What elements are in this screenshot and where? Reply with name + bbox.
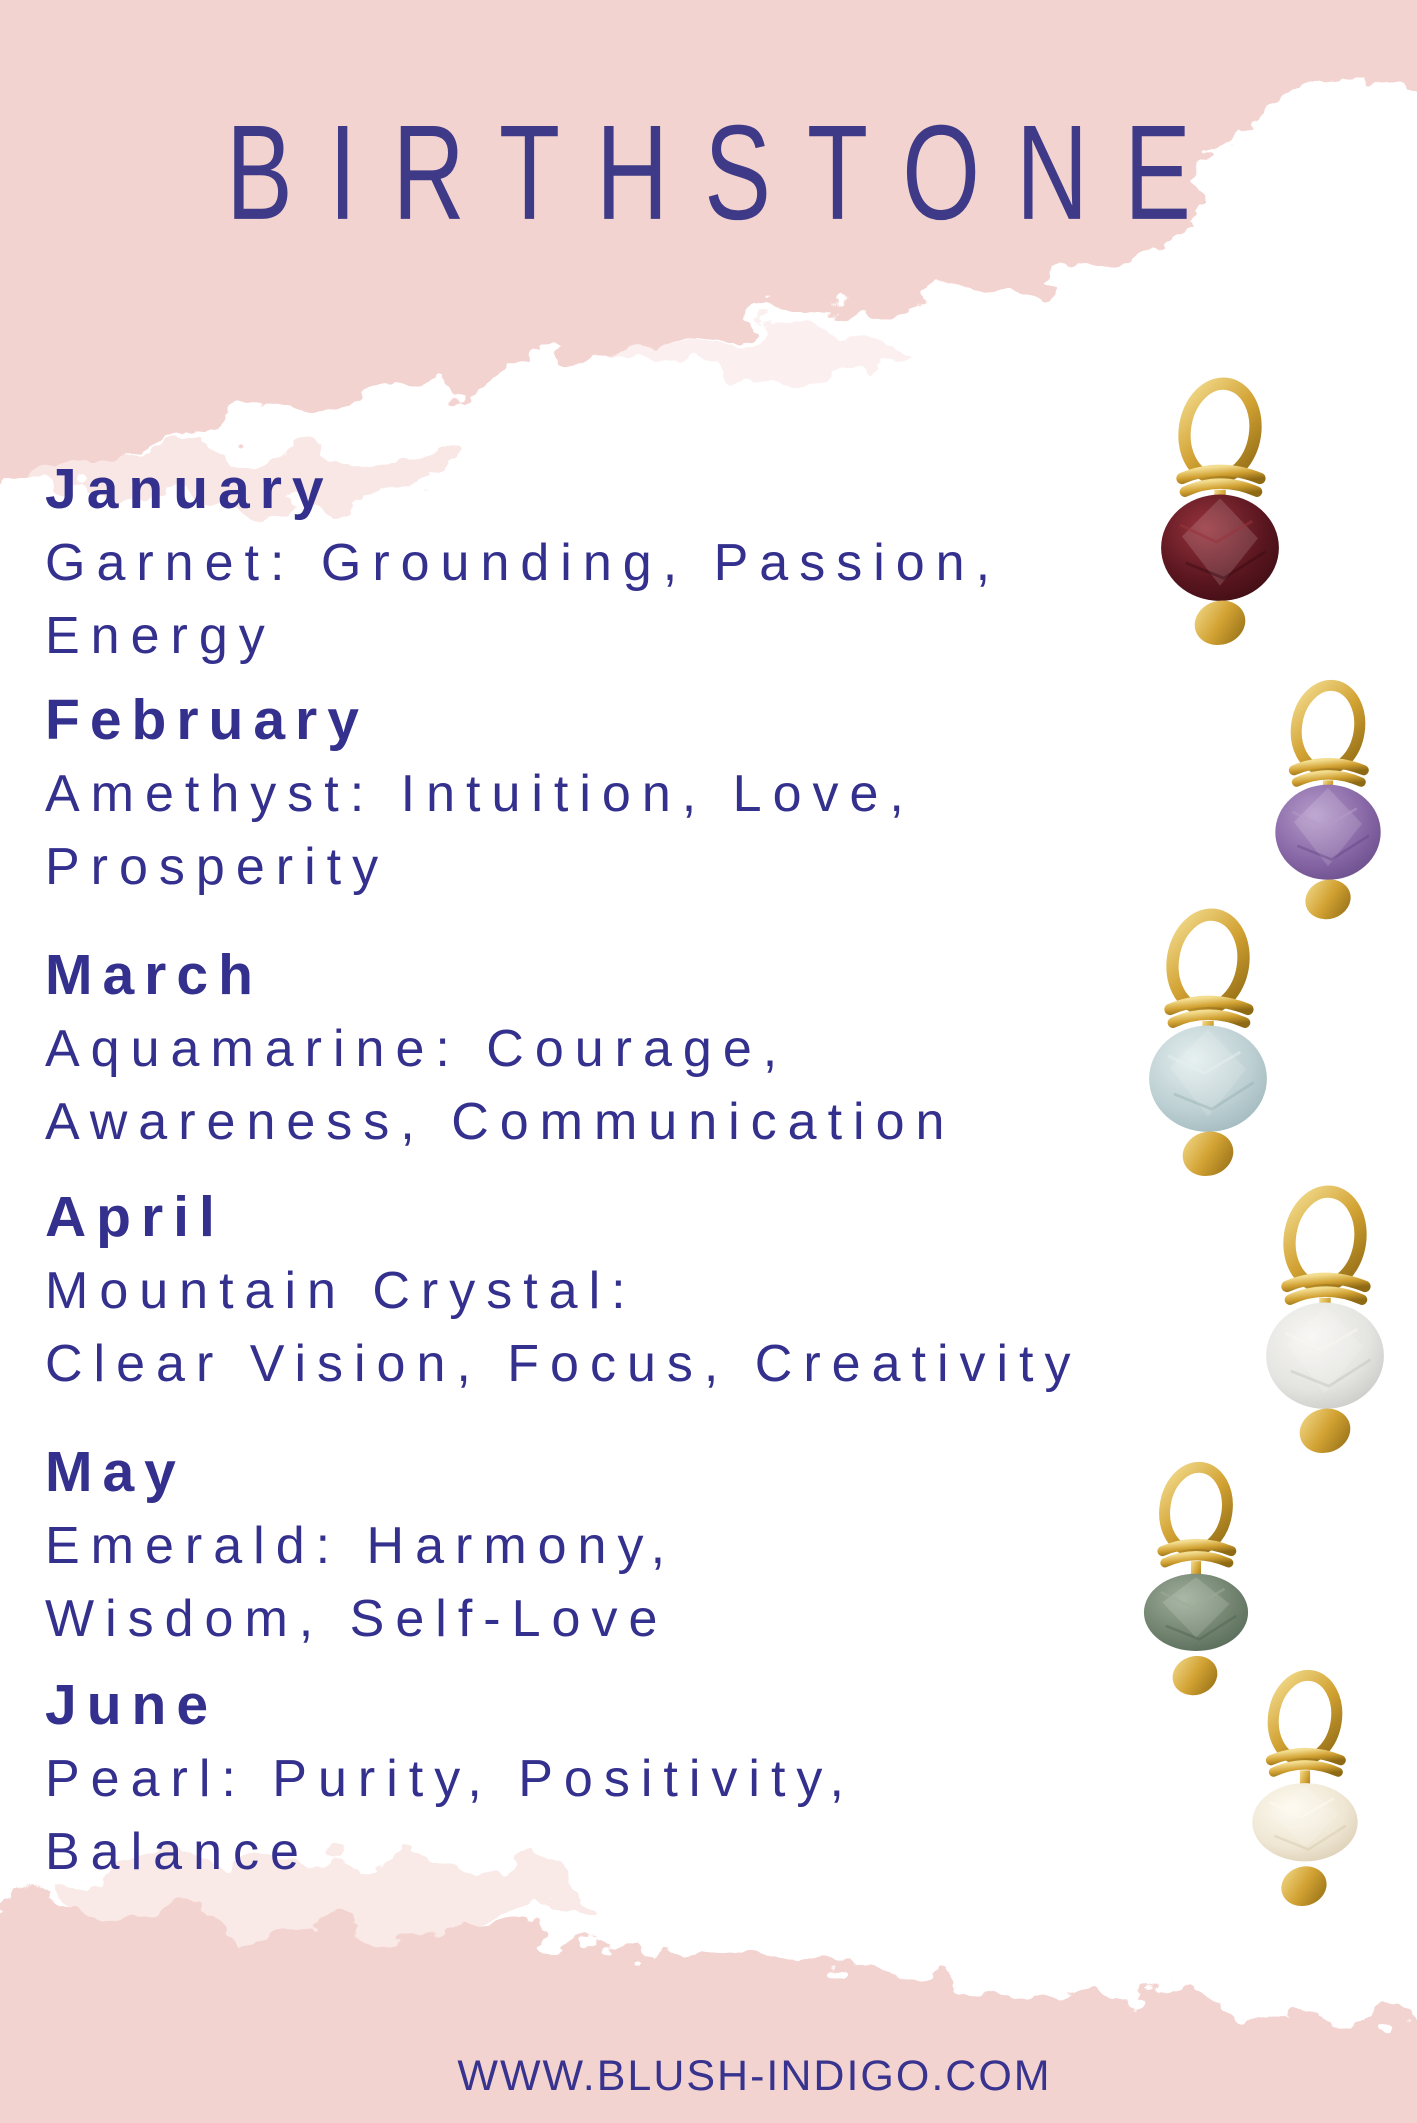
mountain-crystal-charm-image [1230,1180,1417,1465]
month-description-line: Awareness, Communication [45,1093,956,1151]
month-description-line: Garnet: Grounding, Passion, [45,534,1002,592]
month-name-february: February [45,688,369,752]
month-description-line: Balance [45,1823,310,1881]
month-description-line: Clear Vision, Focus, Creativity [45,1335,1082,1393]
month-name-may: May [45,1440,186,1504]
month-description-line: Pearl: Purity, Positivity, [45,1750,855,1808]
month-name-april: April [45,1185,225,1249]
month-block-june [45,1668,855,1889]
aquamarine-charm-image [1113,903,1303,1188]
month-block-march [45,938,955,1159]
month-block-may [45,1435,676,1656]
month-description-line: Energy [45,607,276,665]
month-block-january [45,452,1001,673]
month-description-line: Wisdom, Self-Love [45,1590,669,1648]
pearl-charm-image [1220,1665,1390,1920]
website-url: WWW.BLUSH-INDIGO.COM [457,2052,1052,2100]
amethyst-charm-image [1243,675,1413,930]
month-block-april [45,1180,1082,1401]
month-description-line: Mountain Crystal: [45,1262,637,1320]
month-description-line: Amethyst: Intuition, Love, [45,765,915,823]
garnet-charm-image [1125,372,1315,657]
month-name-june: June [45,1673,219,1737]
poster-title: BIRTHSTONE [226,97,1227,249]
month-description-line: Emerald: Harmony, [45,1517,677,1575]
month-block-february [45,683,915,904]
month-description-line: Aquamarine: Courage, [45,1020,789,1078]
month-name-january: January [45,457,334,521]
month-name-march: March [45,943,263,1007]
month-description-line: Prosperity [45,838,390,896]
